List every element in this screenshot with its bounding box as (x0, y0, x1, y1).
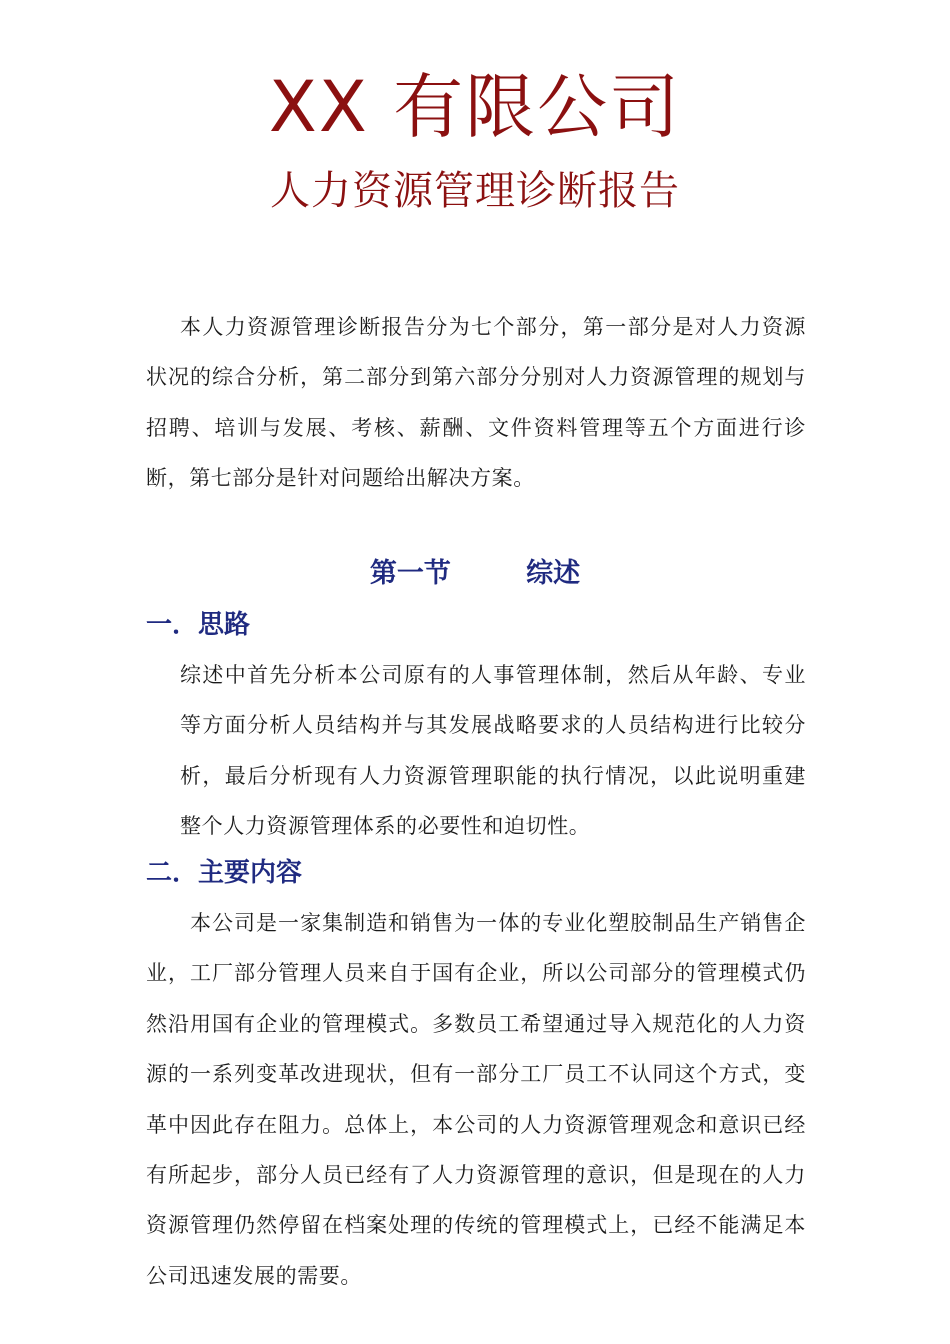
subsection-body-main-content: 本公司是一家集制造和销售为一体的专业化塑胶制品生产销售企业，工厂部分管理人员来自于国有企业，所以公司部分的管理模式仍然沿用国有企业的管理模式。多数员工希望通过导入规范化的人力资源的一系列变革改进现状，但有一部分工厂员工不认同这个方式，变革中因此存在阻力。总体上，本公司的人力资源管理观念和意识已经有所起步，部分人员已经有了人力资源管理的意识，但是现在的人力资源管理仍然停留在档案处理的传统的管理模式上，已经不能满足本公司迅速发展的需要。 (146, 911, 806, 1288)
section-heading: 第一节 综述 (369, 558, 581, 589)
subsection-heading-main-content: 二．主要内容 (146, 858, 303, 888)
subsection-body-approach: 综述中首先分析本公司原有的人事管理体制，然后从年龄、专业等方面分析人员结构并与其发展战略要求的人员结构进行比较分析，最后分析现有人力资源管理职能的执行情况，以此说明重建整个人力资源管理体系的必要性和迫切性。 (180, 663, 806, 839)
intro-paragraph: 本人力资源管理诊断报告分为七个部分，第一部分是对人力资源状况的综合分析，第二部分到第六部分分别对人力资源管理的规划与招聘、培训与发展、考核、薪酬、文件资料管理等五个方面进行诊断，第七部分是针对问题给出解决方案。 (146, 315, 806, 491)
subsection-heading-approach: 一．思路 (146, 610, 251, 640)
document-subtitle: 人力资源管理诊断报告 (270, 168, 680, 214)
document-title: XX 有限公司 (268, 66, 682, 148)
